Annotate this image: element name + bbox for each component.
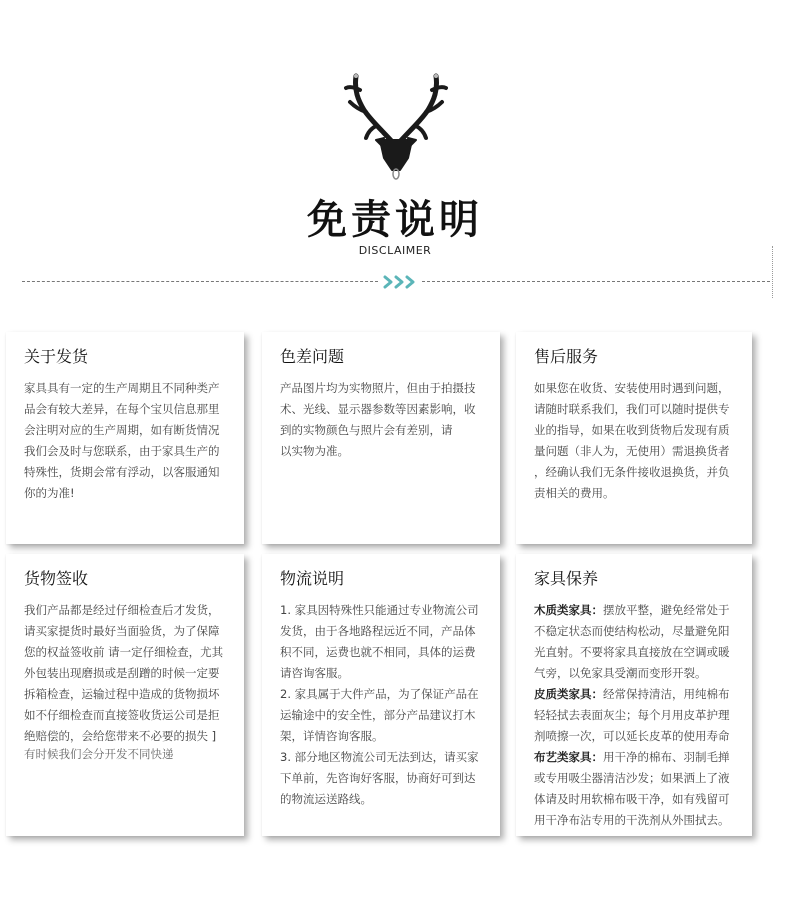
body-line: 请咨询客服。 [280,666,349,680]
card-shipping [6,332,244,544]
body-line: 光直射。不要将家具直接放在空调或暖 [534,645,730,659]
body-line: 责相关的费用。 [534,486,615,500]
body-line: 到的实物颜色与照片会有差别，请 [280,423,453,437]
body-line: 气旁，以免家具受潮而变形开裂。 [534,666,707,680]
body-line: 发货，由于各地路程远近不同，产品体 [280,624,476,638]
body-line: 您的权益签收前 请一定仔细检查，尤其 [24,645,224,659]
body-line: 3. 部分地区物流公司无法到达，请买家 [280,750,479,764]
card-title: 货物签收 [24,569,89,588]
body-line: 以实物为准。 [280,444,349,458]
body-line: 请买家提货时最好当面验货，为了保障 [24,624,220,638]
body-line: 术、光线、显示器参数等因素影响，收 [280,402,476,416]
card-body [24,378,220,504]
body-text: 摆放平整，避免经常处于 [603,603,730,617]
body-line: 家具具有一定的生产周期且不同种类产 [24,381,220,395]
edge-dotted-line [772,246,777,298]
body-line: 如不仔细检查而直接签收货运公司是拒 [24,708,220,722]
body-line: 业的指导，如果在收到货物后发现有质 [534,423,730,437]
card-title: 物流说明 [280,569,345,588]
body-line: 我们会及时与您联系，由于家具生产的 [24,444,220,458]
body-text: 用干净的棉布、羽制毛掸 [603,750,730,764]
card-title: 售后服务 [534,347,599,366]
body-line: 剂喷擦一次，可以延长皮革的使用寿命 [534,729,730,743]
body-line: 会注明对应的生产周期，如有断货情况 [24,423,220,437]
body-line: 绝赔偿的，会给您带来不必要的损失 ] [24,729,217,743]
body-line: 产品图片均为实物照片，但由于拍摄技 [280,381,476,395]
body-line: 外包装出现磨损或是刮蹭的时候一定要 [24,666,220,680]
card-body [280,378,476,462]
card-title: 关于发货 [24,347,89,366]
body-line: 或专用吸尘器清洁沙发；如果洒上了液 [534,771,730,785]
triple-chevron-right-icon [382,274,418,290]
body-line: 轻轻拭去表面灰尘；每个月用皮革护理 [534,708,730,722]
body-line: 品会有较大差异，在每个宝贝信息那里 [24,402,220,416]
card-color-difference [262,332,500,544]
body-line: 2. 家具属于大件产品，为了保证产品在 [280,687,479,701]
body-line: 拆箱检查，运输过程中造成的货物损坏 [24,687,220,701]
section-label-wood: 木质类家具： [534,603,603,617]
body-text: 经常保持清洁，用纯棉布 [603,687,730,701]
page-subtitle: DISCLAIMER [358,244,432,257]
divider-left [22,281,378,282]
body-line: 特殊性，货期会常有浮动，以客服通知 [24,465,220,479]
card-title: 色差问题 [280,347,345,366]
body-line: 体请及时用软棉布吸干净，如有残留可 [534,792,730,806]
card-body [280,600,479,810]
body-line: 架，详情咨询客服。 [280,729,384,743]
card-delivery-receipt [6,554,244,836]
body-line: 下单前，先咨询好客服，协商好可到达 [280,771,476,785]
footnote: 有时候我们会分开发不同快递 [24,747,174,761]
divider-right [422,281,770,282]
body-line: 积不同，运费也就不相同，具体的运费 [280,645,476,659]
card-after-sales [516,332,752,544]
page-title: 免责说明 [307,196,483,243]
body-line: 1. 家具因特殊性只能通过专业物流公司 [280,603,479,617]
body-line: 的物流运送路线。 [280,792,372,806]
card-body [534,378,730,504]
body-line: 用干净布沾专用的干洗剂从外围拭去。 [534,813,730,827]
body-line: 请随时联系我们，我们可以随时提供专 [534,402,730,416]
card-logistics [262,554,500,836]
body-line: 你的为准! [24,486,75,500]
card-title: 家具保养 [534,569,599,588]
body-line [534,747,730,768]
body-line: ，经确认我们无条件接收退换货，并负 [534,465,730,479]
body-line: 不稳定状态而使结构松动，尽量避免阳 [534,624,730,638]
section-label-fabric: 布艺类家具： [534,750,603,764]
body-line: 量问题（非人为，无使用）需退换货者 [534,444,730,458]
body-line [534,600,730,621]
card-furniture-care [516,554,752,836]
card-body [24,600,223,761]
body-line: 我们产品都是经过仔细检查后才发货， [24,603,220,617]
section-label-leather: 皮质类家具： [534,687,603,701]
deer-antler-icon [336,66,456,182]
body-line [534,684,730,705]
body-line: 运输途中的安全性，部分产品建议打木 [280,708,476,722]
body-line: 如果您在收货、安装使用时遇到问题， [534,381,730,395]
card-body [534,600,730,831]
